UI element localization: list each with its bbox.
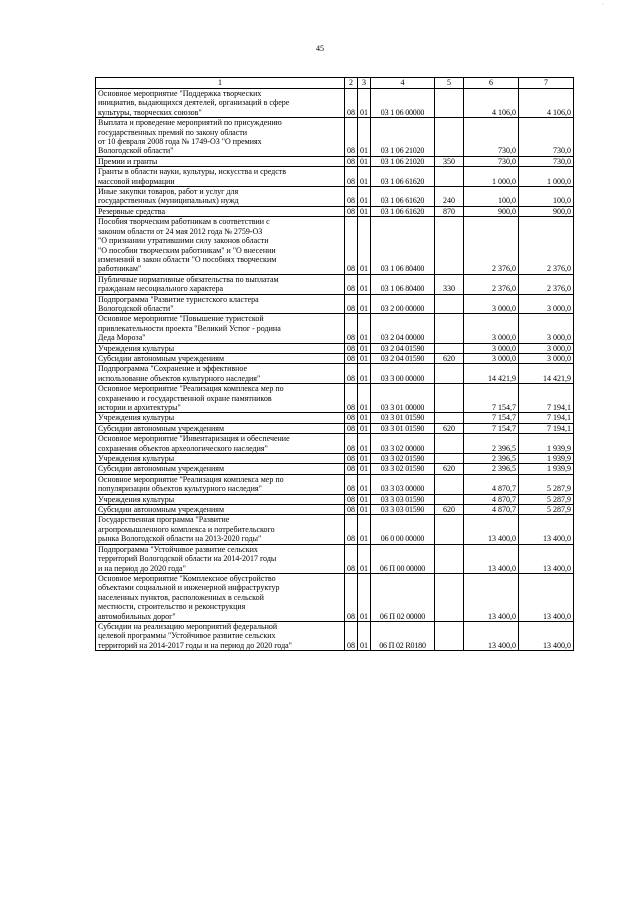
row-name-cell: Субсидии автономным учреждениям: [96, 353, 345, 363]
row-c6-cell: 7 154,7: [464, 423, 519, 433]
row-c4-cell: 03 3 03 01590: [371, 494, 435, 504]
row-c4-cell: 03 3 03 00000: [371, 474, 435, 494]
row-c2-cell: 08: [345, 353, 358, 363]
row-c3-cell: 01: [358, 314, 371, 343]
row-name-cell: Резервные средства: [96, 206, 345, 216]
row-c6-cell: 7 154,7: [464, 413, 519, 423]
row-c2-cell: 08: [345, 156, 358, 166]
row-c2-cell: 08: [345, 364, 358, 384]
row-c5-cell: [435, 294, 464, 314]
row-c4-cell: 03 2 04 01590: [371, 343, 435, 353]
row-c4-cell: 03 1 06 21020: [371, 156, 435, 166]
row-c3-cell: 01: [358, 544, 371, 573]
row-c5-cell: [435, 343, 464, 353]
row-c5-cell: [435, 118, 464, 157]
row-c2-cell: 08: [345, 89, 358, 118]
row-c6-cell: 1 000,0: [464, 167, 519, 187]
table-row: [96, 505, 574, 515]
table-row: [96, 353, 574, 363]
row-c7-cell: 13 400,0: [519, 573, 574, 621]
row-c5-cell: [435, 217, 464, 274]
row-c7-cell: 2 376,0: [519, 217, 574, 274]
row-c5-cell: 620: [435, 353, 464, 363]
row-c3-cell: 01: [358, 384, 371, 413]
row-c7-cell: 1 939,9: [519, 434, 574, 454]
row-c7-cell: 730,0: [519, 156, 574, 166]
row-c5-cell: [435, 454, 464, 464]
row-c7-cell: 1 000,0: [519, 167, 574, 187]
row-c7-cell: 100,0: [519, 187, 574, 207]
row-c7-cell: 7 194,1: [519, 384, 574, 413]
row-c2-cell: 08: [345, 494, 358, 504]
row-c6-cell: 14 421,9: [464, 364, 519, 384]
table-row: [96, 156, 574, 166]
row-c6-cell: 4 106,0: [464, 89, 519, 118]
row-c3-cell: 01: [358, 353, 371, 363]
table-row: [96, 118, 574, 157]
row-name-cell: Государственная программа "Развитие агропромышленного комплекса и потребительского рынка Вологодской области на 2013-2020 годы": [96, 515, 345, 544]
row-c3-cell: 01: [358, 413, 371, 423]
table-header-row: [96, 78, 574, 89]
header-cell: 6: [464, 78, 519, 89]
row-c4-cell: 06 П 02 R0180: [371, 621, 435, 650]
row-c2-cell: 08: [345, 206, 358, 216]
row-c7-cell: 730,0: [519, 118, 574, 157]
header-cell: 3: [358, 78, 371, 89]
row-c6-cell: 7 154,7: [464, 384, 519, 413]
row-c3-cell: 01: [358, 206, 371, 216]
row-c5-cell: 620: [435, 464, 464, 474]
row-c7-cell: 3 000,0: [519, 314, 574, 343]
row-c7-cell: 13 400,0: [519, 621, 574, 650]
row-c4-cell: 06 П 02 00000: [371, 573, 435, 621]
row-c3-cell: 01: [358, 434, 371, 454]
row-c3-cell: 01: [358, 89, 371, 118]
row-name-cell: Подпрограмма "Развитие туристского кластера Вологодской области": [96, 294, 345, 314]
row-c5-cell: [435, 474, 464, 494]
row-c3-cell: 01: [358, 474, 371, 494]
row-c5-cell: [435, 413, 464, 423]
row-c6-cell: 2 376,0: [464, 274, 519, 294]
row-c7-cell: 5 287,9: [519, 494, 574, 504]
row-c5-cell: [435, 89, 464, 118]
header-cell: 2: [345, 78, 358, 89]
row-c2-cell: 08: [345, 515, 358, 544]
row-c7-cell: 3 000,0: [519, 353, 574, 363]
header-cell: 5: [435, 78, 464, 89]
row-c5-cell: 240: [435, 187, 464, 207]
row-c5-cell: [435, 515, 464, 544]
row-c7-cell: 2 376,0: [519, 274, 574, 294]
row-c2-cell: 08: [345, 274, 358, 294]
row-c4-cell: 03 1 06 80400: [371, 274, 435, 294]
budget-table: [95, 77, 574, 651]
row-c4-cell: 03 3 03 01590: [371, 505, 435, 515]
row-c7-cell: 1 939,9: [519, 454, 574, 464]
row-name-cell: Основное мероприятие "Инвентаризация и обеспечение сохранения объектов археологического наследия": [96, 434, 345, 454]
row-c4-cell: 03 1 06 00000: [371, 89, 435, 118]
row-c5-cell: 870: [435, 206, 464, 216]
row-name-cell: Публичные нормативные обязательства по выплатам гражданам несоциального характера: [96, 274, 345, 294]
row-name-cell: Субсидии на реализацию мероприятий федеральной целевой программы "Устойчивое развитие сельских территорий на 2014-2017 годы и на период до 2020 года": [96, 621, 345, 650]
row-c5-cell: [435, 167, 464, 187]
table-row: [96, 187, 574, 207]
row-c3-cell: 01: [358, 464, 371, 474]
row-c4-cell: 03 1 06 21020: [371, 118, 435, 157]
row-name-cell: Основное мероприятие "Комплексное обустройство объектами социальной и инженерной инфраструктур населенных пунктов, расположенных в сельской местности, строительство и реконструкция автомобильных дорог": [96, 573, 345, 621]
row-c6-cell: 730,0: [464, 156, 519, 166]
row-c7-cell: 3 000,0: [519, 294, 574, 314]
row-c2-cell: 08: [345, 573, 358, 621]
row-name-cell: Основное мероприятие "Повышение туристской привлекательности проекта "Великий Устюг - родина Деда Мороза": [96, 314, 345, 343]
row-c3-cell: 01: [358, 515, 371, 544]
row-name-cell: Субсидии автономным учреждениям: [96, 464, 345, 474]
row-c2-cell: 08: [345, 544, 358, 573]
row-c5-cell: [435, 621, 464, 650]
row-c6-cell: 2 396,5: [464, 434, 519, 454]
row-c4-cell: 03 3 02 01590: [371, 464, 435, 474]
row-name-cell: Премии и гранты: [96, 156, 345, 166]
row-c4-cell: 06 П 00 00000: [371, 544, 435, 573]
table-row: [96, 464, 574, 474]
row-c7-cell: 5 287,9: [519, 505, 574, 515]
row-c7-cell: 1 939,9: [519, 464, 574, 474]
table-row: [96, 364, 574, 384]
row-c3-cell: 01: [358, 187, 371, 207]
table-row: [96, 314, 574, 343]
row-c3-cell: 01: [358, 454, 371, 464]
row-c6-cell: 2 396,5: [464, 454, 519, 464]
row-c7-cell: 7 194,1: [519, 423, 574, 433]
table-row: [96, 454, 574, 464]
row-c4-cell: 03 2 00 00000: [371, 294, 435, 314]
row-name-cell: Учреждения культуры: [96, 343, 345, 353]
table-row: [96, 206, 574, 216]
row-name-cell: Пособия творческим работникам в соответствии с законом области от 24 мая 2012 года № 2759-ОЗ "О признании утратившими силу законов области "О пособии творческим работникам" и "О внесении изменений в закон области "О пособиях творческим работникам": [96, 217, 345, 274]
row-c7-cell: 5 287,9: [519, 474, 574, 494]
row-c2-cell: 08: [345, 384, 358, 413]
row-c2-cell: 08: [345, 167, 358, 187]
row-name-cell: Учреждения культуры: [96, 413, 345, 423]
row-c4-cell: 03 1 06 61620: [371, 187, 435, 207]
row-c3-cell: 01: [358, 364, 371, 384]
row-name-cell: Основное мероприятие "Реализация комплекса мер по сохранению и государственной охране памятников истории и архитектуры": [96, 384, 345, 413]
row-c3-cell: 01: [358, 423, 371, 433]
row-c3-cell: 01: [358, 494, 371, 504]
row-c7-cell: 4 106,0: [519, 89, 574, 118]
table-row: [96, 434, 574, 454]
row-c4-cell: 06 0 00 00000: [371, 515, 435, 544]
row-c3-cell: 01: [358, 573, 371, 621]
row-c6-cell: 13 400,0: [464, 544, 519, 573]
header-cell: 1: [96, 78, 345, 89]
row-c5-cell: [435, 573, 464, 621]
row-c4-cell: 03 2 04 01590: [371, 353, 435, 363]
row-name-cell: Субсидии автономным учреждениям: [96, 505, 345, 515]
row-name-cell: Иные закупки товаров, работ и услуг для государственных (муниципальных) нужд: [96, 187, 345, 207]
table-row: [96, 89, 574, 118]
row-c6-cell: 100,0: [464, 187, 519, 207]
table-row: [96, 494, 574, 504]
row-c5-cell: [435, 364, 464, 384]
row-name-cell: Учреждения культуры: [96, 454, 345, 464]
table-row: [96, 621, 574, 650]
table-row: [96, 217, 574, 274]
row-c6-cell: 2 376,0: [464, 217, 519, 274]
row-c6-cell: 2 396,5: [464, 464, 519, 474]
row-name-cell: Гранты в области науки, культуры, искусства и средств массовой информации: [96, 167, 345, 187]
row-c6-cell: 13 400,0: [464, 515, 519, 544]
row-c4-cell: 03 3 00 00000: [371, 364, 435, 384]
row-c3-cell: 01: [358, 294, 371, 314]
row-c2-cell: 08: [345, 343, 358, 353]
row-name-cell: Субсидии автономным учреждениям: [96, 423, 345, 433]
row-c3-cell: 01: [358, 621, 371, 650]
row-c7-cell: 14 421,9: [519, 364, 574, 384]
table-row: [96, 544, 574, 573]
scan-mark: ·: [602, 2, 604, 8]
row-c2-cell: 08: [345, 413, 358, 423]
row-c4-cell: 03 3 02 00000: [371, 434, 435, 454]
row-c6-cell: 900,0: [464, 206, 519, 216]
row-c3-cell: 01: [358, 156, 371, 166]
row-name-cell: Подпрограмма "Сохранение и эффективное использование объектов культурного наследия": [96, 364, 345, 384]
row-c4-cell: 03 3 02 01590: [371, 454, 435, 464]
row-name-cell: Выплата и проведение мероприятий по присуждению государственных премий по закону области от 10 февраля 2008 года № 1749-ОЗ "О премиях Вологодской области": [96, 118, 345, 157]
row-c7-cell: 3 000,0: [519, 343, 574, 353]
row-c4-cell: 03 1 06 61620: [371, 167, 435, 187]
row-c2-cell: 08: [345, 294, 358, 314]
row-name-cell: Учреждения культуры: [96, 494, 345, 504]
row-c3-cell: 01: [358, 274, 371, 294]
row-c2-cell: 08: [345, 464, 358, 474]
table-row: [96, 274, 574, 294]
row-c2-cell: 08: [345, 454, 358, 464]
row-name-cell: Основное мероприятие "Реализация комплекса мер по популяризации объектов культурного наследия": [96, 474, 345, 494]
row-c6-cell: 4 870,7: [464, 474, 519, 494]
row-c5-cell: 620: [435, 423, 464, 433]
table-row: [96, 423, 574, 433]
page-number: 45: [316, 44, 324, 53]
row-c6-cell: 3 000,0: [464, 353, 519, 363]
row-c2-cell: 08: [345, 621, 358, 650]
table-row: [96, 167, 574, 187]
row-c6-cell: 13 400,0: [464, 573, 519, 621]
row-c3-cell: 01: [358, 217, 371, 274]
row-c7-cell: 13 400,0: [519, 544, 574, 573]
header-cell: 4: [371, 78, 435, 89]
row-c7-cell: 13 400,0: [519, 515, 574, 544]
row-c6-cell: 3 000,0: [464, 314, 519, 343]
row-c2-cell: 08: [345, 434, 358, 454]
header-cell: 7: [519, 78, 574, 89]
row-c3-cell: 01: [358, 505, 371, 515]
row-c6-cell: 3 000,0: [464, 343, 519, 353]
row-c7-cell: 900,0: [519, 206, 574, 216]
row-name-cell: Подпрограмма "Устойчивое развитие сельских территорий Вологодской области на 2014-2017 годы и на период до 2020 года": [96, 544, 345, 573]
row-c5-cell: [435, 384, 464, 413]
row-c5-cell: 350: [435, 156, 464, 166]
table-row: [96, 384, 574, 413]
row-c4-cell: 03 3 01 01590: [371, 413, 435, 423]
row-c7-cell: 7 194,1: [519, 413, 574, 423]
row-c6-cell: 4 870,7: [464, 494, 519, 504]
row-c4-cell: 03 3 01 00000: [371, 384, 435, 413]
row-c2-cell: 08: [345, 314, 358, 343]
row-c5-cell: [435, 314, 464, 343]
table-row: [96, 343, 574, 353]
table-row: [96, 413, 574, 423]
row-c6-cell: 4 870,7: [464, 505, 519, 515]
row-c4-cell: 03 1 06 80400: [371, 217, 435, 274]
row-c2-cell: 08: [345, 423, 358, 433]
table-row: [96, 573, 574, 621]
row-c3-cell: 01: [358, 167, 371, 187]
row-c5-cell: [435, 544, 464, 573]
row-c2-cell: 08: [345, 505, 358, 515]
row-c3-cell: 01: [358, 118, 371, 157]
row-c3-cell: 01: [358, 343, 371, 353]
row-c2-cell: 08: [345, 118, 358, 157]
row-c5-cell: 330: [435, 274, 464, 294]
row-c4-cell: 03 1 06 61620: [371, 206, 435, 216]
row-c4-cell: 03 2 04 00000: [371, 314, 435, 343]
row-name-cell: Основное мероприятие "Поддержка творческих инициатив, выдающихся деятелей, организаций в сфере культуры, творческих союзов": [96, 89, 345, 118]
row-c5-cell: [435, 494, 464, 504]
table-row: [96, 515, 574, 544]
row-c5-cell: 620: [435, 505, 464, 515]
row-c6-cell: 730,0: [464, 118, 519, 157]
row-c2-cell: 08: [345, 217, 358, 274]
row-c2-cell: 08: [345, 474, 358, 494]
row-c4-cell: 03 3 01 01590: [371, 423, 435, 433]
row-c6-cell: 3 000,0: [464, 294, 519, 314]
row-c6-cell: 13 400,0: [464, 621, 519, 650]
row-c5-cell: [435, 434, 464, 454]
table-row: [96, 474, 574, 494]
row-c2-cell: 08: [345, 187, 358, 207]
table-row: [96, 294, 574, 314]
